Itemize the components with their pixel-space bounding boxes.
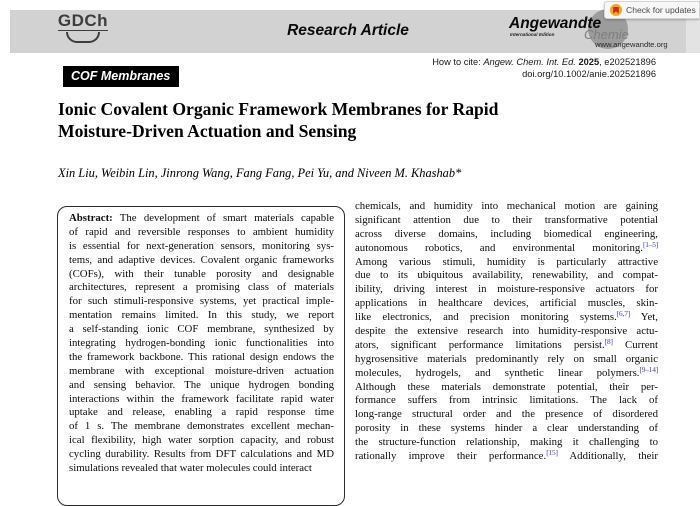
text-line: like electronics, and precision monitoring systems.[6,7] Yet, [355,309,658,324]
gdch-logo-text: GDCh [57,11,109,30]
article-title-line1: Ionic Covalent Organic Framework Membranes for Rapid [58,99,499,119]
text-line: for such stimuli-responsive systems, yet practical imple- [69,295,334,308]
text-line: despite the extensive research into humidity-responsive actu- [355,325,658,338]
text-line: porosity in these systems hinder a clear understanding of [355,422,658,435]
text-line: molecules, hydrogels, and synthetic linear polymers.[9–14] [355,364,658,379]
text-line: across diverse domains, including biomedical engineering, [355,227,658,240]
citation-link[interactable]: [6,7] [616,309,630,319]
text-line: ical flexibility, high water sorption capacity, and robust [69,434,334,447]
chemie-label: Chemie [584,27,629,42]
text-line: rationally improve their performance.[15] Additionally, their [355,448,658,462]
text-line: is essential for next-generation sensors, monitoring sys- [69,239,334,252]
text-line: Although these materials demonstrate potential, their per- [355,380,658,393]
text-line: of 1 s. The membrane demonstrates excellent mechan- [69,420,334,433]
text-line: Abstract: The development of smart materials capable [69,212,334,224]
body-column [355,200,658,462]
text-line: interactions within the framework facilitate rapid water [69,392,334,405]
angewandte-logo-name: Angewandte [509,15,602,32]
text-line: cycling durability. Results from DFT calculations and MD [69,448,334,461]
text-line: (COFs), with their tunable porosity and designable [69,267,334,280]
text-line: of rapid and reversible responses to ambient humidity [69,225,334,238]
text-line: membrane with exceptional moisture-driven actuation [69,364,334,377]
topic-badge: COF Membranes [63,66,179,87]
citation-link[interactable]: [1–5] [642,239,658,249]
abstract-label: Abstract: [69,212,113,224]
text-line: uptake and release, enabling a rapid response time [69,406,334,419]
text-line: autonomous robotics, and environmental monitoring.[1–5] [355,239,658,254]
text-line: ators, significant performance limitations persist.[8] Current [355,336,658,351]
crossmark-bookmark-icon [613,7,619,14]
cite-journal: Angew. Chem. Int. Ed. [483,57,579,67]
text-line: and sensing behavior. The unique hydrogen bonding [69,378,334,391]
text-line: formance suffers from intrinsic limitations. The lack of [355,394,658,407]
text-line: Among various stimuli, humidity is particularly attractive [355,255,658,268]
text-line: chemicals, and humidity into mechanical motion are gaining [355,200,658,212]
crossmark-icon [610,4,622,16]
text-line: architectures, represent a promising class of materials [69,281,334,294]
article-title-line2: Moisture-Driven Actuation and Sensing [58,120,357,141]
international-edition-label: International Edition [510,32,555,37]
text-line: the structure-function relationship, making it challenging to [355,436,658,449]
text-line: ibility, driving interest in moisture-responsive actuators for [355,283,658,296]
header-right-strip [686,18,700,53]
article-title [58,99,678,142]
check-for-updates-button[interactable] [604,1,700,19]
journal-website-label: www.angewandte.org [595,40,668,49]
doi-link[interactable]: doi.org/10.1002/anie.202521896 [522,68,656,79]
text-line: the framework backbone. This rational design endows the [69,350,334,363]
how-to-cite-block [432,57,656,80]
text-line: tems, and adaptive devices. Covalent organic frameworks [69,253,334,266]
text-line: significant attention due to their transformative potential [355,213,658,226]
citation-link[interactable]: [8] [604,336,613,346]
text-line: due to its ubiquitous availability, renewability, and compat- [355,269,658,282]
abstract-box [57,206,345,506]
abstract-text [69,212,334,476]
author-list: Xin Liu, Weibin Lin, Jinrong Wang, Fang Fang, Pei Yu, and Niveen M. Khashab* [58,166,462,180]
text-line: a self-standing ionic COF membrane, synthesized by [69,323,334,336]
cite-year: 2025 [578,57,600,67]
citation-link[interactable]: [9–14] [639,364,658,374]
text-line: applications in healthcare devices, artificial muscles, skin- [355,297,658,310]
article-type-label: Research Article [287,22,409,39]
cite-prefix: How to cite: [432,57,484,67]
citation-line [432,57,656,69]
cite-article-id: , e202521896 [599,57,656,67]
body-text [355,200,658,462]
check-for-updates-label: Check for updates [626,5,696,15]
text-line: integrating hydrogen-bonding ionic functionalities into [69,337,334,350]
text-line: simulations revealed that water molecules could interact [69,462,312,475]
text-line: long-range structural order and the presence of disordered [355,408,658,421]
citation-link[interactable]: [15] [546,448,558,458]
journal-header-band [10,10,686,53]
text-line: mentation remains limited. In this study, we report [69,309,334,322]
text-line: hygrosensitive materials predominantly rely on small organic [355,352,658,365]
